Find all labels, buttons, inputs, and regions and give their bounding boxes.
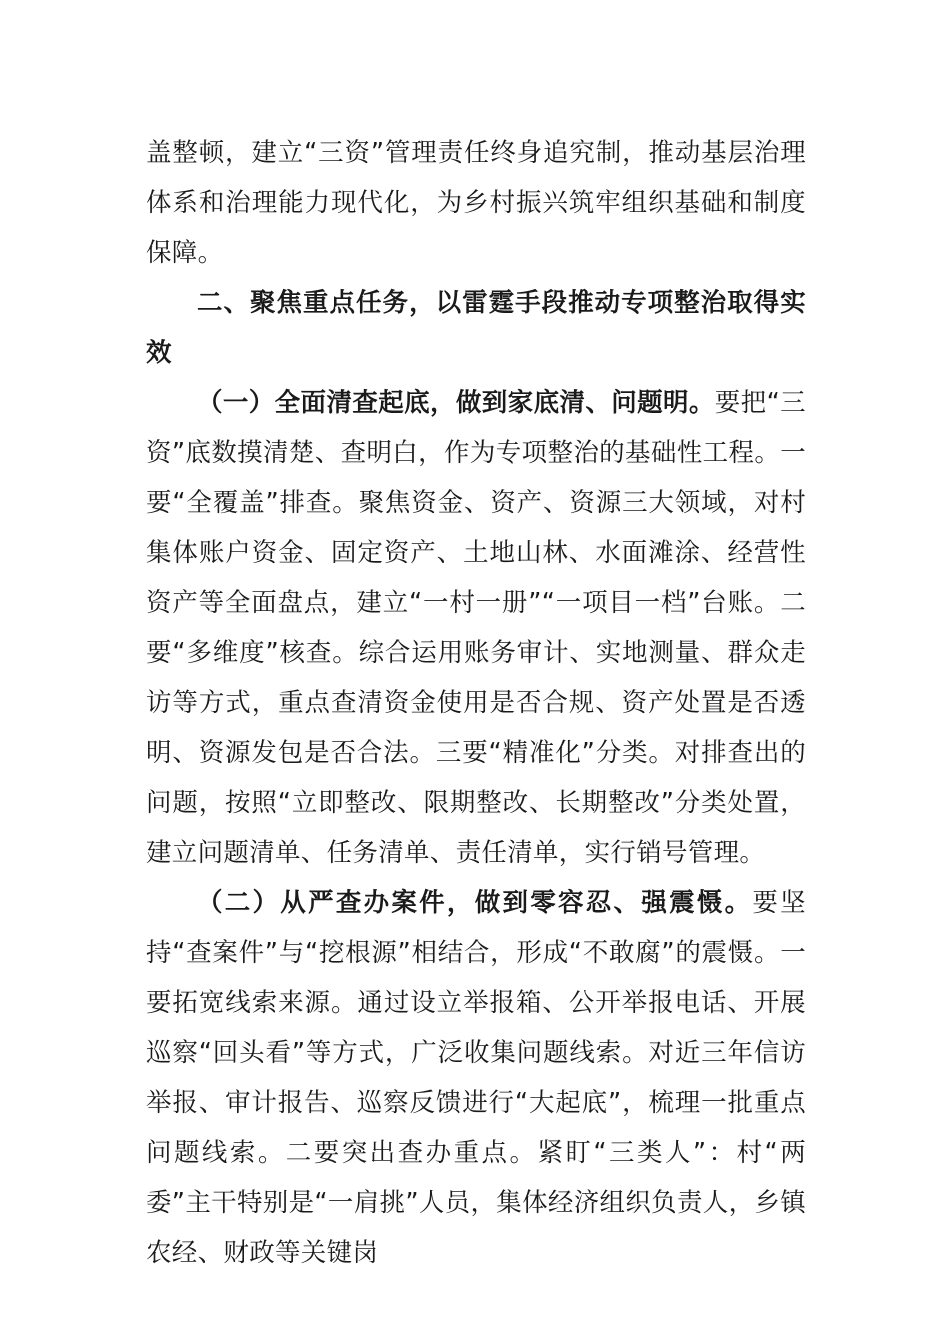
section-heading xyxy=(146,278,806,378)
subsection-lead: （二）从严查办案件，做到零容忍、强震慑。 xyxy=(197,888,753,918)
document-body xyxy=(146,128,806,1278)
paragraph-subsection-2 xyxy=(146,878,806,1278)
paragraph-text: 盖整顿，建立“三资”管理责任终身追究制，推动基层治理体系和治理能力现代化，为乡村振兴筑牢组织基础和制度保障。 xyxy=(146,138,806,268)
paragraph-text: 要把“三资”底数摸清楚、查明白，作为专项整治的基础性工程。一要“全覆盖”排查。聚焦资金、资产、资源三大领域，对村集体账户资金、固定资产、土地山林、水面滩涂、经营性资产等全面盘点，建立“一村一册”“一项目一档”台账。二要“多维度”核查。综合运用账务审计、实地测量、群众走访等方式，重点查清资金使用是否合规、资产处置是否透明、资源发包是否合法。三要“精准化”分类。对排查出的问题，按照“立即整改、限期整改、长期整改”分类处置，建立问题清单、任务清单、责任清单，实行销号管理。 xyxy=(146,388,806,868)
subsection-lead: （一）全面清查起底，做到家底清、问题明。 xyxy=(197,388,715,418)
section-heading-text: 二、聚焦重点任务，以雷霆手段推动专项整治取得实效 xyxy=(146,288,806,368)
paragraph-continuation xyxy=(146,128,806,278)
paragraph-text: 要坚持“查案件”与“挖根源”相结合，形成“不敢腐”的震慑。一要拓宽线索来源。通过设立举报箱、公开举报电话、开展巡察“回头看”等方式，广泛收集问题线索。对近三年信访举报、审计报告、巡察反馈进行“大起底”，梳理一批重点问题线索。二要突出查办重点。紧盯“三类人”：村“两委”主干特别是“一肩挑”人员，集体经济组织负责人，乡镇农经、财政等关键岗 xyxy=(146,888,806,1268)
paragraph-subsection-1 xyxy=(146,378,806,878)
